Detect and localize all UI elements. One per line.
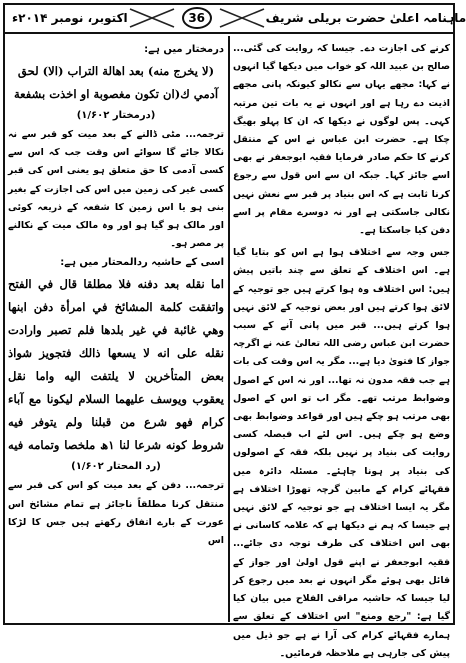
right-column [233,40,450,659]
reference-2: (رد المحتار ۱/۶۰۲) [71,461,161,473]
right-paragraph-1: کرنے کی اجازت دے۔ جیسا کہ روایت کی گئی... صالح بن عبید اللہ کو خواب میں دیکھا گیا انہوں نے کہا: مجھے یہاں سے نکالو کیونکہ پانی مجھے اذیت دے رہا ہے اور انہوں نے یہ بات تین مرتبہ کہی۔ پس لوگوں نے دیکھا کہ ان کا پہلو بھیگ چکا ہے۔ حضرت ابن عباس نے اس کے منتقل کرنے کا حکم صادر فرمایا فقیہ ابوجعفر نے بھی اسے جائز کہا۔ جبکہ ان سے اس قول سے رجوع کرنا ثابت ہے کہ اس بنیاد پر قبر سے نعش نہیں نکالی جاسکتی ہے اور نہ دوسرے مقام پر اسے دفن کیا جاسکتا ہے۔ [233,43,450,237]
page-header [4,4,466,34]
issue-date: اکتوبر، نومبر ۲۰۱۴ء [12,11,128,25]
header-center [128,7,266,29]
column-divider [228,36,230,622]
reference-1: (درمختار ۱/۶۰۲) [76,110,156,121]
right-paragraph-2: جس وجہ سے اختلاف ہوا ہے اس کو بتایا گیا ہے۔ اس اختلاف کے تعلق سے چند باتیں پیش ہیں: اس اختلاف وہ ہوا کرتے ہیں جو توجیہ کے لائق ہوا کرتے ہیں اور بعض توجیہ کے لائق نہیں ہوا کرتے ہیں... قبر میں پانی آنے کے سبب حضرت ابن عباس رضی اللہ تعالیٰ عنہ نے اگرچہ جواز کا فتویٰ دیا ہے... مگر یہ اس وقت کی بات ہے جب فقہ مدون نہ تھا... اور نہ اس کے اصول وضوابط مرتب تھے۔ مگر اب تو اس کے اصول بھی مرتب ہو چکے ہیں اور قواعد وضوابط بھی وضع ہو چکے ہیں۔ اس لئے اب فیصلہ کسی روایت کی بنیاد پر نہیں بلکہ فقہ کے اصولوں کی بنیاد پر ہونا چاہئے۔ مسئلہ دائرہ میں فقہائے کرام کے مابین گرچہ تھوڑا اختلاف ہے مگر یہ ایسا اختلاف ہے جو توجیہ کے لائق نہیں ہے جیسا کہ ہم نے دیکھا ہے کہ علامہ کاسانی نے بھی اس اختلاف کی طرف توجہ دی جائے... فقیہ ابوجعفر نے اپنے قول اولیٰ اور جواز کے قائل بھی ہوئے مگر انہوں نے بعد میں رجوع کر لیا جیسا کہ حاشیہ مراقی الفلاح میں بیان کیا گیا ہے: "رجع ومنع" اس اختلاف کے تعلق سے ہمارے فقہائے کرام کی آرا نے ہے جو ذیل میں پیش کی جارہی ہے ملاحظہ فرمائیں۔ [233,247,450,659]
page-number: 36 [182,7,212,29]
radd-intro: اسی کے حاشیہ ردالمحتار میں ہے: [60,257,224,269]
magazine-title: ماہنامہ اعلیٰ حضرت بریلی شریف [265,11,466,25]
ornament-cross-icon [128,7,176,29]
ornament-cross-icon [218,7,266,29]
arabic-quote-2: اما نقله بعد دفنه فلا مطلقا قال في الفتح واتفقت كلمة المشائخ في امرأة دفن ابنها وهي غائبة في غير بلدها فلم تصبر وارادت نقله على انه لا يسعها ذالك فتجويز شواذ بعض المتأخرين لا يلتفت اليه واما نقل يعقوب ويوسف عليهما السلام ليكونا مع آباء كرام فهو شرع من قبلنا ولم يتوفر فيه شروط كونه شرعا لنا ۱ھ ملخصا وتمامه فيه [8,277,224,453]
translation-1: ترجمہ... مٹی ڈالنے کے بعد میت کو قبر سے نہ نکالا جائے گا سوائے اس وقت جب کہ اس سے کسی آدمی کا حق متعلق ہو یعنی اس کی قبر کسی غیر کی زمین میں اس کی اجازت کے بغیر بنی ہو یا اس زمین کا شفعہ کے ذریعہ کوئی اور مالک ہو گیا ہو اور وہ مالک میت کے نکالنے پر مصر ہو۔ [8,129,224,250]
arabic-quote-1: (لا يخرج منه) بعد اهالة التراب (الا) لحق آدمي ك(ان تكون مغصوبة او اخذت بشفعة [13,64,219,101]
translation-2: ترجمہ... دفن کے بعد میت کو اس کی قبر سے منتقل کرنا مطلقاً ناجائز ہے تمام مشائخ اس عورت کے بارے اتفاق رکھتے ہیں جس کا لڑکا اس [8,480,224,547]
durr-intro: درمختار میں ہے: [144,44,224,55]
left-column [8,40,224,620]
